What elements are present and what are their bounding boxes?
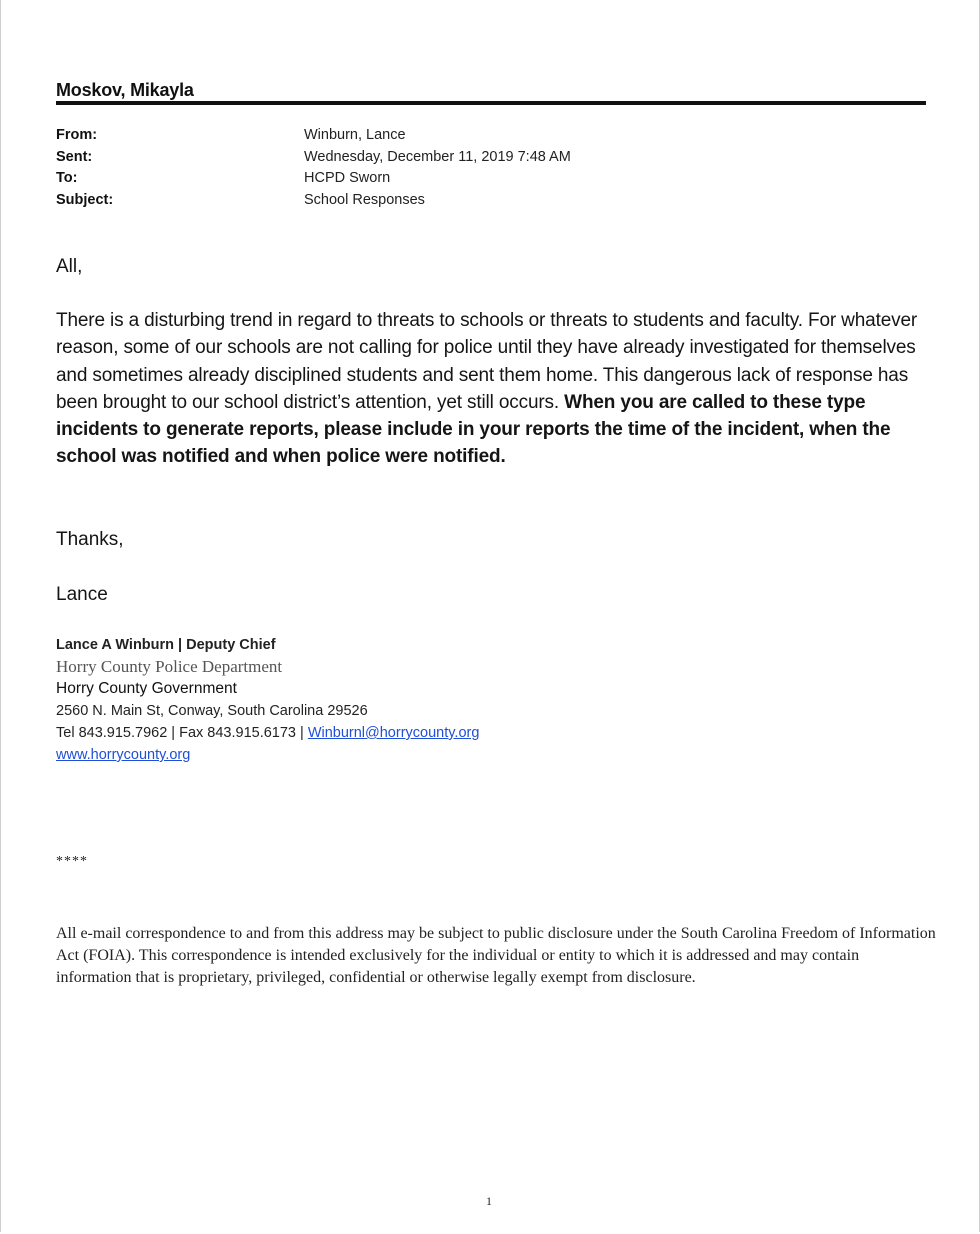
header-row-to [56,168,571,190]
closing-thanks: Thanks, [56,529,124,550]
email-link[interactable]: Winburnl@horrycounty.org [307,725,480,741]
message-emphasis: When you are called to these type incidents to generate reports, please include in your reports the time of the incident, when the school was notified and when police were notified. [56,391,891,468]
from-label: From: [56,127,98,143]
signature-address: 2560 N. Main St, Conway, South Carolina 29526 [56,703,368,719]
header-row-sent [56,147,571,169]
signature-name-title: Lance A Winburn | Deputy Chief [56,637,276,653]
to-value: HCPD Sworn [304,170,391,186]
message-text: There is a disturbing trend in regard to threats to schools or threats to students and faculty. For whatever reason, some of our schools are not calling for police until they have already investigated for themselves and sometimes already disciplined students and sent them home. This dangerous lack of response has been brought to our school district’s attention, yet still occurs. [56,310,918,413]
subject-value: School Responses [304,191,425,208]
website-link[interactable]: www.horrycounty.org [56,747,191,763]
signature-website-line [56,744,479,766]
separator-stars: **** [56,854,88,869]
signature-government: Horry County Government [56,680,237,697]
header-row-subject [56,190,571,212]
email-header [56,125,571,211]
header-divider [56,101,926,105]
signature-phone-fax: Tel 843.915.7962 | Fax 843.915.6173 | [56,725,308,741]
signature-department: Horry County Police Department [56,657,283,676]
foia-disclaimer: All e-mail correspondence to and from this address may be subject to public disclosure under the South Carolina Freedom of Information Act (FOIA). This correspondence is intended exclusively for the individual or entity to which it is addressed and may contain information that is proprietary, privileged, confidential or otherwise legally exempt from disclosure. [56,925,936,986]
header-row-from [56,125,571,147]
sent-label: Sent: [56,148,93,165]
sent-value: Wednesday, December 11, 2019 7:48 AM [304,148,571,165]
mailbox-owner: Moskov, Mikayla [56,80,194,100]
signature-contact [56,722,479,744]
email-signature [56,634,479,766]
message-paragraph [56,307,936,471]
to-label: To: [56,170,78,186]
page-number: 1 [486,1194,492,1208]
from-value: Winburn, Lance [304,127,406,143]
greeting: All, [56,256,83,277]
signoff-name: Lance [56,584,108,605]
subject-label: Subject: [56,191,114,208]
